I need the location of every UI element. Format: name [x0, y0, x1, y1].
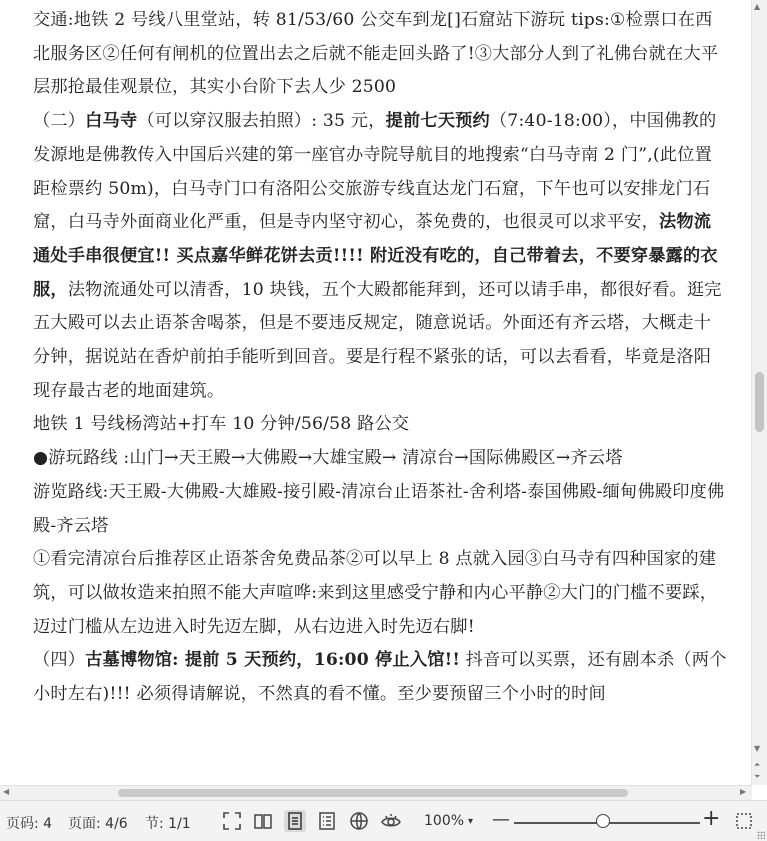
text-run: （可以穿汉服去拍照）: 35 元，: [137, 111, 386, 132]
page-up-icon[interactable]: ⏶: [754, 760, 761, 769]
zoom-out-icon[interactable]: —: [492, 809, 510, 830]
text-run: 地铁 1 号线杨湾站+打车 10 分钟/56/58 路公交: [33, 414, 410, 435]
scroll-up-icon[interactable]: ▲: [754, 2, 761, 11]
fit-window-icon[interactable]: [733, 810, 755, 832]
text-run: （二）: [33, 111, 86, 132]
bold-text-run: 法物流通处手串很便宜!! 买点嘉华鲜花饼去贡!!!! 附近没有吃的，自己带着去，不要穿暴露的衣服，: [33, 212, 718, 300]
horizontal-scrollbar[interactable]: [0, 785, 752, 800]
paragraph: [33, 105, 727, 408]
vertical-scroll-thumb[interactable]: [755, 372, 764, 432]
scroll-left-icon[interactable]: ◀: [3, 787, 10, 796]
bold-text-run: 古墓博物馆: 提前 5 天预约，16:00 停止入馆!!: [85, 650, 461, 671]
web-view-icon[interactable]: [348, 810, 370, 832]
bold-text-run: 提前七天预约: [385, 111, 490, 132]
zoom-dropdown-icon[interactable]: ▾: [468, 816, 474, 827]
paragraph: [33, 442, 727, 476]
section-label: 节: 1/1: [145, 816, 191, 832]
text-run: ①看完清凉台后推荐区止语茶舍免费品茶②可以早上 8 点就入园③白马寺有四种国家的建筑，可以做妆造来拍照不能大声喧哗:来到这里感受宁静和内心平静②大门的门槛不要踩，迈过门槛从左边进入时先迈左脚，从右边进入时先迈右脚!: [33, 549, 718, 637]
text-run: 法物流通处可以清香，10 块钱，五个大殿都能拜到，还可以请手串，都很好看。逛完五大殿可以去止语茶舍喝茶，但是不要违反规定，随意说话。外面还有齐云塔，大概走十分钟，据说站在香炉前拍手能听到回音。要是行程不紧张的话，可以去看看，毕竟是洛阳现存最古老的地面建筑。: [33, 279, 722, 401]
text-run: 交通:地铁 2 号线八里堂站，转 81/53/60 公交车到龙[]石窟站下游玩 tips:①检票口在西北服务区②任何有闸机的位置出去之后就不能走回头路了!③大部分人到了礼佛台就在大平层那抢最佳观景位，其实小台阶下去人少 2500: [33, 10, 719, 98]
zoom-level[interactable]: 100%: [424, 813, 465, 829]
paragraph: [33, 476, 727, 543]
scroll-down-icon[interactable]: ▼: [754, 744, 761, 753]
text-run: 抖音可以买票，还有剧本杀（两个小时左右)!!! 必须得请解说，不然真的看不懂。至少要预留三个小时的时间: [33, 650, 727, 705]
paragraph: [33, 408, 727, 442]
page-code-label[interactable]: 页码: 4: [6, 816, 53, 832]
page-count-label: 页面: 4/6: [68, 816, 128, 832]
text-run: ●游玩路线 :山门→天王殿→大佛殿→大雄宝殿→ 清凉台→国际佛殿区→齐云塔: [33, 448, 623, 469]
page-view-icon[interactable]: [284, 810, 306, 832]
eye-protection-icon[interactable]: [380, 810, 402, 832]
text-run: （7:40-18:00），中国佛教的发源地是佛教传入中国后兴建的第一座官办寺院导航目的地搜索“白马寺南 2 门”,(此位置距检票约 50m)，白马寺门口有洛阳公交旅游专线直达龙门石窟，下午也可以安排龙门石窟，白马寺外面商业化严重，但是寺内坚守初心，茶免费的，也很灵可以求平安，: [33, 111, 717, 233]
outline-view-icon[interactable]: [316, 810, 338, 832]
vertical-scrollbar[interactable]: [751, 0, 767, 785]
text-run: （四）: [33, 650, 86, 671]
paragraph: [33, 543, 727, 644]
scroll-right-icon[interactable]: ▶: [740, 787, 747, 796]
paragraph: [33, 644, 727, 711]
zoom-slider-knob[interactable]: [596, 814, 610, 828]
horizontal-scroll-thumb[interactable]: [118, 789, 628, 797]
resize-grip[interactable]: [757, 831, 765, 839]
fullscreen-icon[interactable]: [221, 810, 243, 832]
paragraph: [33, 4, 727, 105]
bold-text-run: 白马寺: [85, 111, 138, 132]
text-run: 游览路线:天王殿-大佛殿-大雄殿-接引殿-清凉台止语茶社-舍利塔-泰国佛殿-缅甸佛殿印度佛殿-齐云塔: [33, 481, 725, 536]
status-bar: [0, 800, 767, 841]
read-mode-icon[interactable]: [252, 810, 274, 832]
zoom-in-icon[interactable]: +: [702, 806, 721, 831]
document-body[interactable]: [33, 4, 727, 712]
page-down-icon[interactable]: ⏷: [754, 772, 761, 781]
